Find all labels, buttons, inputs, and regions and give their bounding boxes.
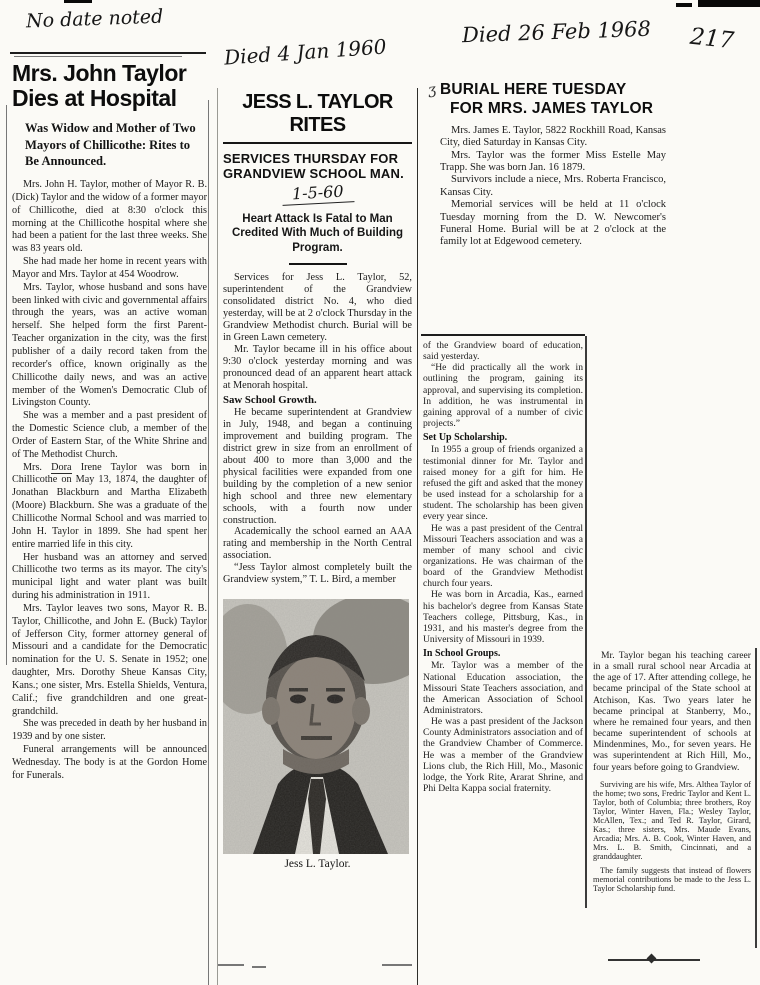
rites-deck2: Heart Attack Is Fatal to Man Credited With Much of Building Program. — [231, 212, 404, 254]
handwritten-inline-date: 1-5-60 — [281, 181, 354, 206]
rites-continuation-column — [423, 340, 583, 794]
burial-james-taylor-article — [440, 80, 666, 249]
scan-dash — [218, 964, 244, 966]
column-rule-left-edge — [6, 105, 7, 665]
rites-career-column — [593, 650, 751, 893]
scan-dash — [382, 964, 412, 966]
crosshead-in-school-groups: In School Groups. — [423, 648, 501, 660]
portrait-photo — [223, 599, 409, 854]
burial-headline-line2: FOR MRS. JAMES TAYLOR — [450, 100, 654, 118]
paragraph: Mrs. James E. Taylor, 5822 Rockhill Road, Kansas City, died Saturday in Kansas City. — [440, 124, 666, 149]
dora-rest: Irene Taylor was born in Chillicothe on May 13, 1874, the daughter of Jonathan Blackburn and Martha Elizabeth (Moore) Blackburn. She was a graduate of the Chillicothe Normal School and was married to John H. Taylor in 1899. She had spent her entire married life in this city. — [12, 461, 207, 550]
scan-edge-mark — [676, 3, 692, 7]
rites-deck1: SERVICES THURSDAY FOR GRANDVIEW SCHOOL MAN. — [223, 151, 404, 182]
rites-headline: JESS L. TAYLOR RITES — [223, 88, 412, 144]
paragraph: He was a past president of the Central Missouri Teachers association and was a member of many school and civic organizations. He was chairman of the board of the Grandview Methodist church four years. — [423, 522, 583, 590]
scan-edge-mark — [64, 0, 92, 3]
paragraph: Her husband was an attorney and served Chillicothe two terms as its mayor. The city's municipal light and water plant was built during his administration in 1911. — [12, 551, 207, 602]
paragraph: “He did practically all the work in outlining the program, gaining its approval, and supervising its completion. In addition, he was instrumental in gaining approval of a number of civic projects.” — [423, 362, 583, 430]
scan-dash — [252, 966, 266, 968]
article-top-rule-thin — [14, 56, 182, 57]
paragraph: Mrs. John H. Taylor, mother of Mayor R. B. (Dick) Taylor and the widow of a former mayor of Chillicothe, died at 8:30 o'clock this morning at the Chillicothe hospital where she had been a patient for the last three weeks. She was 83 years old. — [12, 179, 207, 255]
handwritten-died-jan-note: Died 4 Jan 1960 — [223, 34, 388, 70]
portrait-photo-art — [223, 599, 409, 854]
dora-underlined-name: Dora — [51, 461, 72, 473]
section-rule — [289, 263, 347, 265]
paragraph: He was born in Arcadia, Kas., earned his bachelor's degree from Kansas State Teachers college, Pittsburg, Kas., in 1931, and his master's degree from the University of Missouri in 1939. — [423, 589, 583, 646]
column-rule — [208, 100, 209, 985]
paragraph: of the Grandview board of education, said yesterday. — [423, 340, 583, 363]
paragraph: “Jess Taylor almost completely built the Grandview system,” T. L. Bird, a member — [223, 562, 412, 586]
end-rule-arrow — [647, 954, 657, 964]
obituary-headline: Mrs. John Taylor Dies at Hospital — [12, 60, 187, 111]
paragraph: Mr. Taylor was a member of the National Education association, the Missouri State Teachers association, and the American Association of School Administrators. — [423, 660, 583, 716]
dora-prefix: Mrs. — [23, 461, 52, 473]
rites-jess-taylor-article — [217, 88, 418, 985]
paragraph: He became superintendent at Grandview in July, 1948, and began a continuing improvement and building program. The district grew in size from an enrollment of about 400 to more than 3,000 and the physical facilities were expanded from one building by the completion of a new senior high school and three new elementary schools, with a fourth now under construction. — [223, 407, 412, 526]
paragraph: Mrs. Taylor, whose husband and sons have been linked with civic and governmental affairs through the years, was an active woman herself. She helped form the first Parent-Teacher organization in the city, was the first publisher of a daily record taken from the recorder's office, known originally as the Chillicothe daily news, and was an active member of the Women's Democratic Club of Livingston County. — [12, 281, 207, 409]
paragraph: She was preceded in death by her husband in 1939 and by one sister. — [12, 718, 207, 743]
paragraph: He was a past president of the Jackson County Administrators association and of the Grandview Chamber of Commerce. He was a member of the Grandview Lions club, the Rich Hill, Mo., Masonic lodge, the York Rite, Ararat Shrine, and Phi Delta Kappa social fraternity. — [423, 716, 583, 795]
paragraph-dora — [12, 462, 207, 552]
scan-edge-mark — [698, 0, 760, 7]
paragraph: Funeral arrangements will be announced Wednesday. The body is at the Gordon Home for Funerals. — [12, 744, 207, 781]
paragraph: Survivors include a niece, Mrs. Roberta Francisco, Kansas City. — [440, 174, 666, 198]
article-top-rule — [10, 52, 206, 54]
continuation-top-rule — [421, 334, 585, 336]
burial-headline-line1: BURIAL HERE TUESDAY — [440, 81, 627, 98]
burial-headline — [440, 80, 666, 119]
paragraph: Academically the school earned an AAA rating and membership in the North Central association. — [223, 526, 412, 562]
paragraph: Surviving are his wife, Mrs. Althea Taylor of the home; two sons, Fredric Taylor and Kent L. Taylor, both of Columbia; three brothers, Roy Taylor, Winter Haven, Fla.; Wesley Taylor, McAllen, Tex.; and Ted R. Taylor, Girard, Kas.; three sisters, Mrs. Maude Evans, Arcadia; Mrs. A. B. Cook, Winter Haven, and Mrs. L. B. Smith, Cincinnati, and a granddaughter. — [593, 779, 751, 862]
paragraph: The family suggests that instead of flowers memorial contributions be made to the Jess L. Taylor Scholarship fund. — [593, 865, 751, 893]
paragraph: She had made her home in recent years with Mayor and Mrs. Taylor at 454 Woodrow. — [12, 256, 207, 280]
obituary-john-taylor — [12, 61, 208, 783]
column-rule-right-edge — [755, 648, 757, 948]
crosshead-set-up-scholarship: Set Up Scholarship. — [423, 432, 508, 444]
paragraph: Services for Jess L. Taylor, 52, superintendent of the Grandview consolidated district No. 4, who died yesterday, will be at 2 o'clock Thursday in the Grandview Methodist church. Burial will be in Green Lawn cemetery. — [223, 272, 412, 343]
paragraph: Mrs. Taylor leaves two sons, Mayor R. B. Taylor, Chillicothe, and John E. (Buck) Taylor of Jefferson City, former attorney general of Missouri and a candidate for the Democratic nomination for the U. S. Senate in 1952; one daughter, Mrs. Dorothy Sheue Kansas City, Kans.; one sister, Mrs. Estella Shields, Ventura, Calif.; five grandchildren and one great-grandchild. — [12, 602, 207, 717]
paragraph: Mr. Taylor became ill in his office about 9:30 o'clock yesterday morning and was pronounced dead of an apparent heart attack at Menorah hospital. — [223, 343, 412, 391]
paragraph: Mr. Taylor began his teaching career in a small rural school near Arcadia at the age of 17. After attending college, he became principal of the State school at Atchison, Kas. Two years later he became principal at Stanberry, Mo., where he remained four years, and then became superintendent of schools at Mindenmines, Mo., for seven years. He was superintendent at Rich Hill, Mo., four years before going to Grandview. — [593, 650, 751, 773]
rites-body — [223, 272, 412, 586]
pen-mark: ʒ — [426, 81, 437, 99]
survivors-fine-print — [593, 780, 751, 893]
handwritten-no-date-note: No date noted — [25, 5, 164, 33]
obituary-deck: Was Widow and Mother of Two Mayors of Chillicothe: Rites to Be Announced. — [25, 121, 196, 169]
paragraph: Mrs. Taylor was the former Miss Estelle May Trapp. She was born Jan. 16 1879. — [440, 149, 666, 173]
handwritten-died-feb-note: Died 26 Feb 1968 — [461, 16, 652, 48]
paragraph: Memorial services will be held at 11 o'clock Tuesday morning from the D. W. Newcomer's Funeral Home. Burial will be at 2 o'clock at the family lot at Edgewood cemetery. — [440, 199, 666, 248]
obituary-body — [12, 179, 207, 783]
paragraph: She was a member and a past president of the Domestic Science club, a member of the Order of Eastern Star, of the White Shrine and of The Methodist Church. — [12, 410, 207, 460]
column-rule — [585, 336, 587, 908]
handwritten-page-number: 217 — [688, 23, 736, 55]
crosshead-saw-school-growth: Saw School Growth. — [223, 393, 317, 406]
photo-caption: Jess L. Taylor. — [284, 858, 351, 870]
burial-body — [440, 125, 666, 249]
paragraph: In 1955 a group of friends organized a testimonial dinner for Mr. Taylor and raised money for a gift for him. He refused the gift and asked that the money be used instead for a scholarship for a student. The scholarship has been given every year since. — [423, 444, 583, 523]
